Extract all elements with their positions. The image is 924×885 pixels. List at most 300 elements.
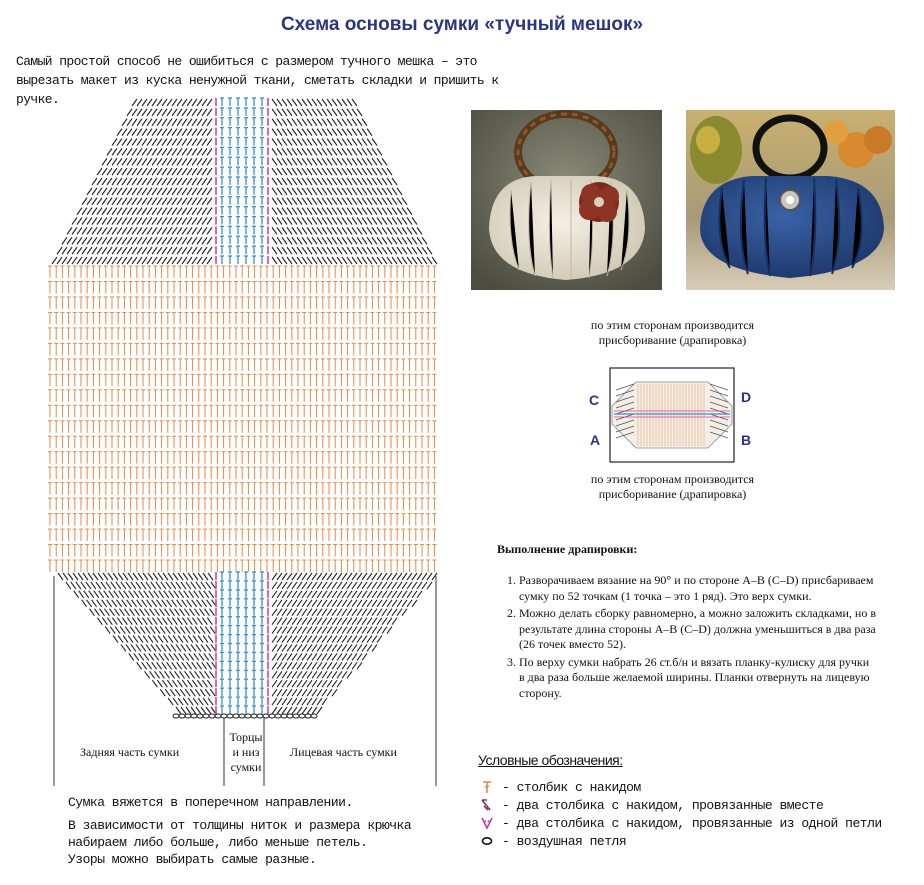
stitch-dark bbox=[407, 227, 412, 234]
stitch-dark bbox=[169, 653, 174, 660]
stitch-dark bbox=[307, 178, 312, 185]
stitch-dark bbox=[312, 139, 317, 146]
stitch-dark bbox=[282, 129, 287, 136]
stitch-dark bbox=[302, 237, 307, 244]
stitch-dark bbox=[287, 618, 292, 625]
stitch-dark bbox=[72, 218, 77, 225]
stitch-dark bbox=[133, 573, 138, 580]
stitch-dark bbox=[382, 609, 387, 616]
stitch-dark bbox=[287, 99, 292, 106]
chain-loop bbox=[293, 714, 299, 718]
stitch-dark bbox=[412, 247, 417, 254]
stitch-dark bbox=[367, 636, 372, 643]
stitch-dark bbox=[167, 237, 172, 244]
stitch-dark bbox=[362, 188, 367, 195]
stitch-dark bbox=[287, 158, 292, 165]
stitch-dark bbox=[347, 627, 352, 634]
stitch-dark bbox=[387, 627, 392, 634]
stitch-dark bbox=[201, 707, 206, 714]
stitch-dark bbox=[337, 582, 342, 589]
stitch-dark bbox=[107, 148, 112, 155]
stitch-dark bbox=[202, 257, 207, 264]
stitch-dark bbox=[142, 247, 147, 254]
stitch-dark bbox=[97, 218, 102, 225]
stitch-dark bbox=[312, 198, 317, 205]
stitch-dark bbox=[382, 208, 387, 215]
stitch-dark bbox=[362, 129, 367, 136]
stitch-dark bbox=[170, 689, 175, 696]
stitch-dark bbox=[138, 636, 143, 643]
stitch-dark bbox=[118, 636, 123, 643]
stitch-dark bbox=[317, 636, 322, 643]
stitch-dark bbox=[172, 119, 177, 126]
stitch-dark bbox=[317, 119, 322, 126]
stitch-dark bbox=[132, 129, 137, 136]
stitch-dark bbox=[170, 671, 175, 678]
stitch-dark bbox=[82, 237, 87, 244]
stitch-dark bbox=[99, 591, 104, 598]
stitch-dark bbox=[327, 247, 332, 254]
stitch-dark bbox=[282, 636, 287, 643]
stitch-dark bbox=[312, 671, 317, 678]
stitch-dark bbox=[317, 188, 322, 195]
stitch-dark bbox=[367, 600, 372, 607]
stitch-dark bbox=[292, 188, 297, 195]
stitch-dark bbox=[142, 129, 147, 136]
stitch-dark bbox=[332, 618, 337, 625]
stitch-dark bbox=[322, 591, 327, 598]
stitch-dark bbox=[322, 680, 327, 687]
stitch-dark bbox=[135, 627, 140, 634]
stitch-dark bbox=[342, 227, 347, 234]
stitch-dark bbox=[352, 168, 357, 175]
chain-loop bbox=[191, 714, 197, 718]
stitch-dark bbox=[97, 208, 102, 215]
stitch-dark bbox=[172, 129, 177, 136]
stitch-dark bbox=[117, 198, 122, 205]
stitch-dark bbox=[177, 178, 182, 185]
stitch-dark bbox=[207, 109, 212, 116]
stitch-dark bbox=[407, 591, 412, 598]
stitch-dark bbox=[332, 227, 337, 234]
stitch-dark bbox=[140, 627, 145, 634]
stitch-dark bbox=[197, 600, 202, 607]
stitch-dark bbox=[127, 257, 132, 264]
stitch-dark bbox=[287, 148, 292, 155]
stitch-dark bbox=[302, 573, 307, 580]
stitch-dark bbox=[272, 257, 277, 264]
stitch-dark bbox=[152, 618, 157, 625]
stitch-dark bbox=[377, 573, 382, 580]
stitch-dark bbox=[282, 653, 287, 660]
stitch-dark bbox=[332, 627, 337, 634]
stitch-dark bbox=[342, 178, 347, 185]
legend-item: - два столбика с накидом, провязанные из одной петли bbox=[478, 814, 898, 832]
stitch-dark bbox=[307, 636, 312, 643]
stitch-dark bbox=[402, 573, 407, 580]
stitch-dark bbox=[347, 247, 352, 254]
stitch-dark bbox=[392, 247, 397, 254]
stitch-dark bbox=[202, 158, 207, 165]
stitch-dark bbox=[327, 178, 332, 185]
stitch-dark bbox=[367, 257, 372, 264]
stitch-dark bbox=[362, 618, 367, 625]
stitch-dark bbox=[377, 257, 382, 264]
stitch-dark bbox=[177, 247, 182, 254]
stitch-dark bbox=[387, 188, 392, 195]
stitch-dark bbox=[195, 627, 200, 634]
stitch-dark bbox=[182, 139, 187, 146]
stitch-dark bbox=[357, 609, 362, 616]
stitch-dark bbox=[307, 168, 312, 175]
stitch-dark bbox=[367, 237, 372, 244]
stitch-dark bbox=[193, 636, 198, 643]
stitch-dark bbox=[297, 644, 302, 651]
stitch-dark bbox=[127, 178, 132, 185]
stitch-dark bbox=[362, 653, 367, 660]
stitch-dark bbox=[362, 119, 367, 126]
chain-loop bbox=[305, 714, 311, 718]
stitch-dark bbox=[142, 109, 147, 116]
stitch-dark bbox=[342, 662, 347, 669]
stitch-dark bbox=[292, 636, 297, 643]
stitch-dark bbox=[292, 129, 297, 136]
stitch-dark bbox=[179, 591, 184, 598]
stitch-dark bbox=[192, 237, 197, 244]
stitch-dark bbox=[172, 148, 177, 155]
stitch-dark bbox=[92, 247, 97, 254]
stitch-dark bbox=[397, 198, 402, 205]
stitch-dark bbox=[137, 227, 142, 234]
stitch-dark bbox=[352, 653, 357, 660]
stitch-dark bbox=[377, 237, 382, 244]
stitch-dark bbox=[347, 119, 352, 126]
stitch-dark bbox=[117, 218, 122, 225]
stitch-dark bbox=[352, 591, 357, 598]
note-line: Узоры можно выбирать самые разные. bbox=[68, 852, 317, 867]
stitch-dark bbox=[392, 609, 397, 616]
stitch-dark bbox=[141, 582, 146, 589]
stitch-dark bbox=[327, 600, 332, 607]
stitch-dark bbox=[322, 636, 327, 643]
stitch-dark bbox=[144, 609, 149, 616]
stitch-dark bbox=[357, 218, 362, 225]
stitch-dark bbox=[157, 662, 162, 669]
stitch-dark bbox=[97, 168, 102, 175]
stitch-dark bbox=[292, 247, 297, 254]
stitch-dark bbox=[201, 582, 206, 589]
stitch-dark bbox=[122, 257, 127, 264]
stitch-dark bbox=[357, 618, 362, 625]
stitch-dark bbox=[327, 237, 332, 244]
stitch-dark bbox=[130, 627, 135, 634]
stitch-dark bbox=[122, 119, 127, 126]
stitch-dark bbox=[347, 227, 352, 234]
stitch-dark bbox=[312, 689, 317, 696]
stitch-dark bbox=[287, 208, 292, 215]
stitch-dark bbox=[302, 689, 307, 696]
stitch-dark bbox=[272, 188, 277, 195]
stitch-dark bbox=[397, 582, 402, 589]
stitch-dark bbox=[357, 109, 362, 116]
stitch-dark bbox=[97, 227, 102, 234]
stitch-dark bbox=[137, 600, 142, 607]
stitch-dark bbox=[377, 208, 382, 215]
stitch-dark bbox=[177, 99, 182, 106]
stitch-dark bbox=[197, 99, 202, 106]
stitch-dark bbox=[132, 247, 137, 254]
stitch-dark bbox=[132, 227, 137, 234]
stitch-dark bbox=[292, 662, 297, 669]
stitch-dark bbox=[292, 208, 297, 215]
stitch-dark bbox=[108, 573, 113, 580]
drawing-note-bottom: по этим сторонам производится присборивание (драпировка) bbox=[590, 472, 755, 501]
stitch-dark bbox=[307, 99, 312, 106]
stitch-dark bbox=[347, 148, 352, 155]
white-bag-photo bbox=[471, 110, 662, 290]
stitch-dark bbox=[287, 573, 292, 580]
stitch-dark bbox=[187, 119, 192, 126]
stitch-dark bbox=[272, 707, 277, 714]
stitch-dark bbox=[97, 198, 102, 205]
stitch-dark bbox=[132, 257, 137, 264]
stitch-dark bbox=[107, 188, 112, 195]
stitch-dark bbox=[127, 158, 132, 165]
stitch-dark bbox=[322, 148, 327, 155]
stitch-dark bbox=[372, 591, 377, 598]
stitch-dark bbox=[352, 208, 357, 215]
stitch-dark bbox=[342, 582, 347, 589]
stitch-dark bbox=[372, 644, 377, 651]
stitch-dark bbox=[332, 237, 337, 244]
stitch-dark bbox=[87, 227, 92, 234]
stitch-dark bbox=[277, 188, 282, 195]
stitch-dark bbox=[357, 591, 362, 598]
stitch-dark bbox=[165, 689, 170, 696]
stitch-dark bbox=[127, 119, 132, 126]
stitch-dark bbox=[292, 591, 297, 598]
chain-loop bbox=[215, 714, 221, 718]
stitch-dark bbox=[372, 600, 377, 607]
stitch-dark bbox=[147, 237, 152, 244]
stitch-dark bbox=[209, 609, 214, 616]
stitch-dark bbox=[92, 227, 97, 234]
stitch-dark bbox=[125, 627, 130, 634]
stitch-dark bbox=[337, 600, 342, 607]
stitch-dark bbox=[77, 237, 82, 244]
stitch-dark bbox=[392, 257, 397, 264]
stitch-dark bbox=[207, 680, 212, 687]
stitch-dark bbox=[152, 247, 157, 254]
stitch-dark bbox=[272, 662, 277, 669]
stitch-dark bbox=[177, 208, 182, 215]
stitch-dark bbox=[207, 227, 212, 234]
stitch-dark bbox=[175, 671, 180, 678]
stitch-dark bbox=[317, 627, 322, 634]
stitch-dark bbox=[68, 573, 73, 580]
stitch-dark bbox=[277, 680, 282, 687]
stitch-dark bbox=[173, 636, 178, 643]
stitch-dark bbox=[157, 618, 162, 625]
stitch-dark bbox=[372, 139, 377, 146]
stitch-dark bbox=[347, 573, 352, 580]
stitch-dark bbox=[82, 600, 87, 607]
stitch-dark bbox=[188, 573, 193, 580]
stitch-dark bbox=[322, 247, 327, 254]
stitch-dark bbox=[154, 653, 159, 660]
chain-loop bbox=[269, 714, 275, 718]
stitch-dark bbox=[342, 573, 347, 580]
stitch-dark bbox=[152, 178, 157, 185]
stitch-dark bbox=[387, 198, 392, 205]
stitch-dark bbox=[387, 618, 392, 625]
stitch-dark bbox=[327, 582, 332, 589]
stitch-dark bbox=[127, 148, 132, 155]
stitch-dark bbox=[317, 671, 322, 678]
stitch-dark bbox=[297, 109, 302, 116]
stitch-dark bbox=[347, 636, 352, 643]
stitch-dark bbox=[282, 573, 287, 580]
stitch-dark bbox=[372, 158, 377, 165]
stitch-dark bbox=[292, 653, 297, 660]
stitch-dark bbox=[272, 698, 277, 705]
stitch-dark bbox=[157, 237, 162, 244]
stitch-dark bbox=[202, 208, 207, 215]
stitch-dark bbox=[177, 237, 182, 244]
stitch-dark bbox=[191, 644, 196, 651]
stitch-dark bbox=[297, 119, 302, 126]
stitch-dark bbox=[117, 208, 122, 215]
stitch-dark bbox=[377, 218, 382, 225]
stitch-dark bbox=[147, 247, 152, 254]
stitch-dark bbox=[117, 129, 122, 136]
drawing-note-top: по этим сторонам производится присборивание (драпировка) bbox=[590, 318, 755, 347]
stitch-dark bbox=[337, 188, 342, 195]
stitch-dark bbox=[377, 178, 382, 185]
stitch-dark bbox=[122, 218, 127, 225]
stitch-dark bbox=[272, 158, 277, 165]
stitch-dark bbox=[117, 188, 122, 195]
stitch-dark bbox=[122, 158, 127, 165]
stitch-dark bbox=[138, 573, 143, 580]
stitch-dark bbox=[287, 662, 292, 669]
stitch-dark bbox=[342, 247, 347, 254]
intro-text: Самый простой способ не ошибиться с размером тучного мешка – это вырезать макет из куска ненужной ткани, сметать складки и пришить к ручке. bbox=[16, 54, 499, 107]
stitch-dark bbox=[287, 109, 292, 116]
stitch-dark bbox=[317, 662, 322, 669]
stitch-dark bbox=[197, 148, 202, 155]
stitch-dark bbox=[312, 158, 317, 165]
chain-loop bbox=[239, 714, 245, 718]
stitch-dark bbox=[347, 218, 352, 225]
stitch-dark bbox=[157, 158, 162, 165]
stitch-dark bbox=[297, 227, 302, 234]
stitch-dark bbox=[155, 627, 160, 634]
stitch-dark bbox=[312, 99, 317, 106]
stitch-dark bbox=[152, 139, 157, 146]
stitch-dark bbox=[382, 582, 387, 589]
stitch-dark bbox=[127, 600, 132, 607]
stitch-dark bbox=[347, 158, 352, 165]
stitch-dark bbox=[312, 247, 317, 254]
stitch-dark bbox=[86, 582, 91, 589]
stitch-dark bbox=[357, 148, 362, 155]
stitch-dark bbox=[152, 188, 157, 195]
stitch-dark bbox=[187, 158, 192, 165]
stitch-dark bbox=[382, 257, 387, 264]
stitch-dark bbox=[208, 698, 213, 705]
stitch-dark bbox=[332, 198, 337, 205]
stitch-dark bbox=[197, 139, 202, 146]
stitch-dark bbox=[377, 582, 382, 589]
stitch-dark bbox=[372, 627, 377, 634]
stitch-dark bbox=[192, 178, 197, 185]
stitch-dark bbox=[112, 237, 117, 244]
stitch-dark bbox=[102, 247, 107, 254]
stitch-dark bbox=[287, 227, 292, 234]
stitch-dark bbox=[206, 582, 211, 589]
stitch-dark bbox=[149, 591, 154, 598]
stitch-dark bbox=[277, 609, 282, 616]
stitch-dark bbox=[194, 653, 199, 660]
stitch-dark bbox=[422, 237, 427, 244]
stitch-dark bbox=[282, 627, 287, 634]
stitch-dark bbox=[317, 707, 322, 714]
stitch-dark bbox=[352, 99, 357, 106]
stitch-dark bbox=[152, 109, 157, 116]
stitch-dark bbox=[337, 247, 342, 254]
stitch-dark bbox=[147, 129, 152, 136]
stitch-dark bbox=[357, 662, 362, 669]
stitch-dark bbox=[317, 218, 322, 225]
stitch-dark bbox=[292, 119, 297, 126]
execution-step: 3. По верху сумки набрать 26 ст.б/н и вязать планку-кулиску для ручки в два раза больше желаемой ширины. Планки отвернуть на лицевую сторону. bbox=[519, 655, 877, 702]
stitch-dark bbox=[272, 689, 277, 696]
stitch-dark bbox=[167, 208, 172, 215]
stitch-dark bbox=[332, 680, 337, 687]
stitch-dark bbox=[137, 208, 142, 215]
stitch-dark bbox=[317, 198, 322, 205]
stitch-dark bbox=[175, 689, 180, 696]
stitch-dark bbox=[337, 237, 342, 244]
stitch-dark bbox=[162, 237, 167, 244]
stitch-dark bbox=[152, 237, 157, 244]
stitch-dark bbox=[382, 218, 387, 225]
stitch-dark bbox=[342, 218, 347, 225]
stitch-dark bbox=[167, 139, 172, 146]
stitch-dark bbox=[407, 208, 412, 215]
stitch-dark bbox=[157, 178, 162, 185]
stitch-dark bbox=[127, 208, 132, 215]
stitch-dark bbox=[287, 178, 292, 185]
stitch-dark bbox=[377, 247, 382, 254]
stitch-dark bbox=[67, 247, 72, 254]
stitch-dark bbox=[282, 582, 287, 589]
stitch-dark bbox=[277, 591, 282, 598]
stitch-dark bbox=[159, 609, 164, 616]
stitch-dark bbox=[322, 237, 327, 244]
stitch-dark bbox=[317, 208, 322, 215]
stitch-dark bbox=[160, 627, 165, 634]
stitch-dark bbox=[332, 644, 337, 651]
stitch-dark bbox=[387, 168, 392, 175]
stitch-dark bbox=[307, 198, 312, 205]
stitch-dark bbox=[157, 680, 162, 687]
stitch-dark bbox=[147, 257, 152, 264]
stitch-dark bbox=[332, 671, 337, 678]
stitch-dark bbox=[205, 627, 210, 634]
stitch-dark bbox=[62, 237, 67, 244]
